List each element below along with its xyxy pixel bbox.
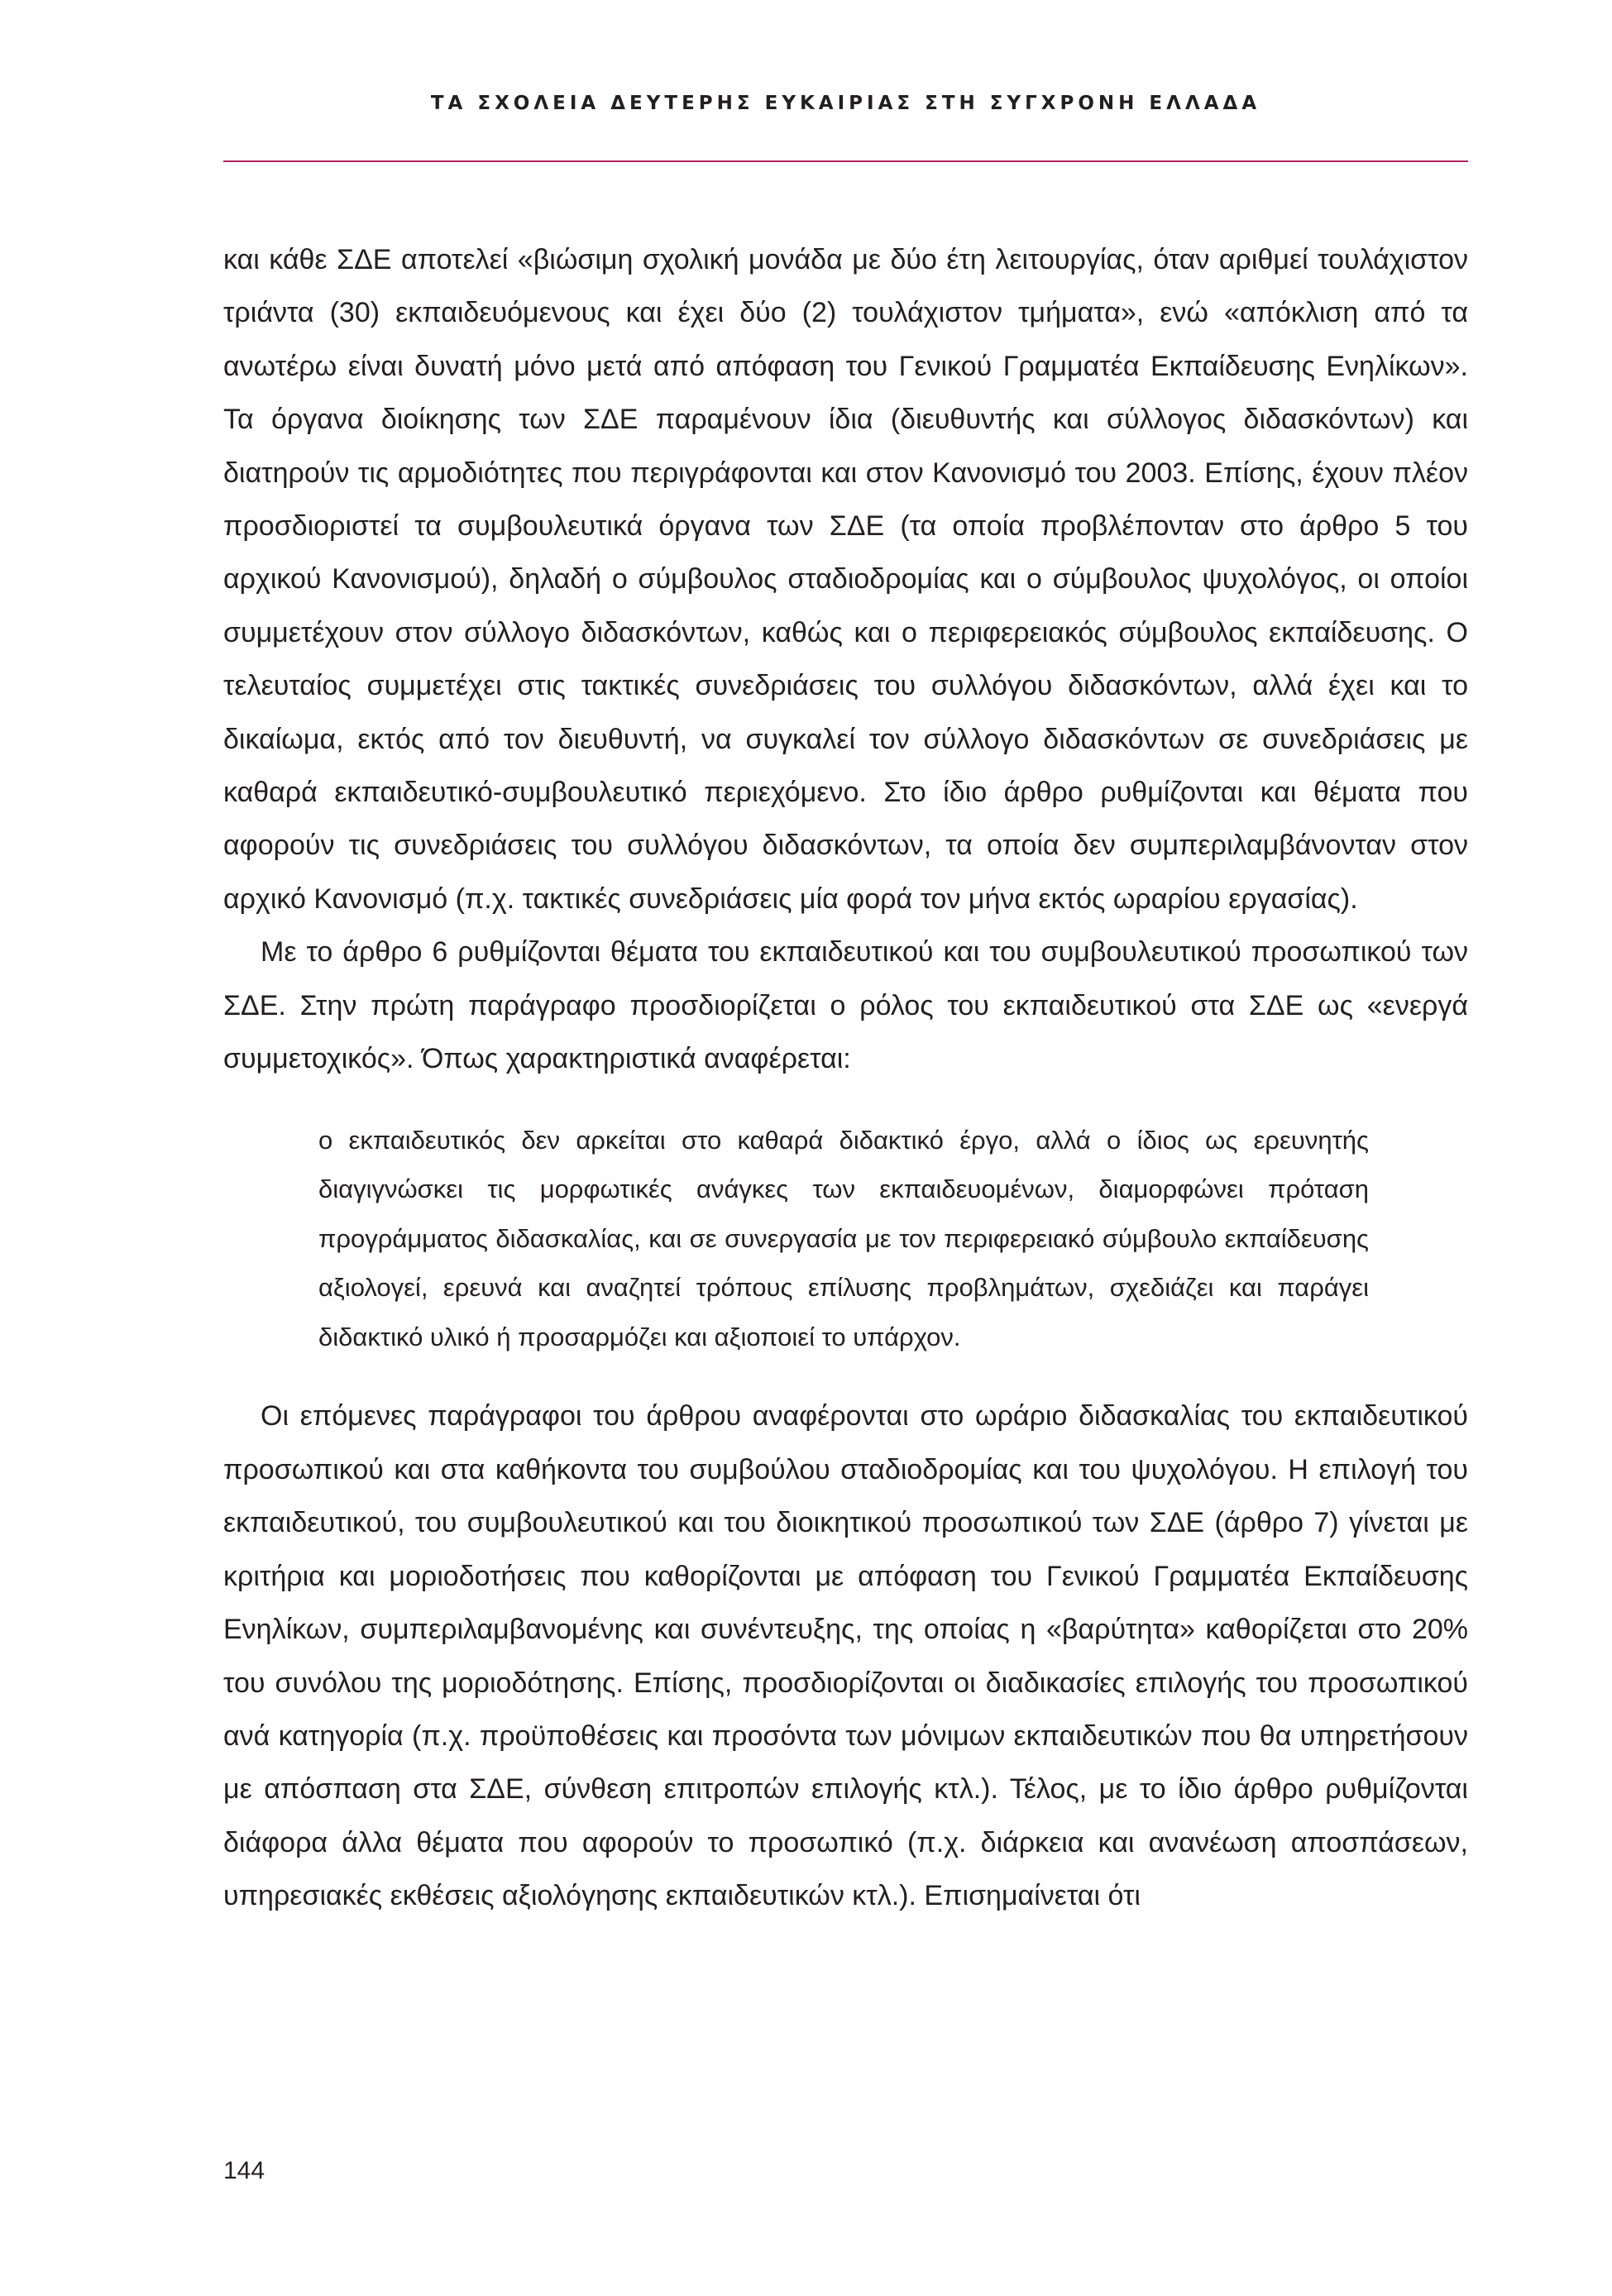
block-quote: ο εκπαιδευτικός δεν αρκείται στο καθαρά διδακτικό έργο, αλλά ο ίδιος ως ερευνητής διαγιγνώσκει τις μορφωτικές ανάγκες των εκπαιδευομένων, διαμορφώνει πρόταση προγράμματος διδασκαλίας, και σε συνεργασία με τον περιφερειακό σύμβουλο εκπαίδευσης αξιολογεί, ερευνά και αναζητεί τρόπους επίλυσης προβλημάτων, σχεδιάζει και παράγει διδακτικό υλικό ή προσαρμόζει και αξιοποιεί το υπάρχον. (318, 1125, 1369, 1351)
header-rule (223, 160, 1468, 162)
paragraph-1: και κάθε ΣΔΕ αποτελεί «βιώσιμη σχολική μονάδα με δύο έτη λειτουργίας, όταν αριθμεί τουλάχιστον τριάντα (30) εκπαιδευόμενους και έχει δύο (2) τουλάχιστον τμήματα», ενώ «απόκλιση από τα ανωτέρω είναι δυνατή μόνο μετά από απόφαση του Γενικού Γραμματέα Εκπαίδευσης Ενηλίκων». Τα όργανα διοίκησης των ΣΔΕ παραμένουν ίδια (διευθυντής και σύλλογος διδασκόντων) και διατηρούν τις αρμοδιότητες που περιγράφονται και στον Κανονισμό του 2003. Επίσης, έχουν πλέον προσδιοριστεί τα συμβουλευτικά όργανα των ΣΔΕ (τα οποία προβλέπονταν στο άρθρο 5 του αρχικού Κανονισμού), δηλαδή ο σύμβουλος σταδιοδρομίας και ο σύμβουλος ψυχολόγος, οι οποίοι συμμετέχουν στον σύλλογο διδασκόντων, καθώς και ο περιφερειακός σύμβουλος εκπαίδευσης. Ο τελευταίος συμμετέχει στις τακτικές συνεδριάσεις του συλλόγου διδασκόντων, αλλά έχει και το δικαίωμα, εκτός από τον διευθυντή, να συγκαλεί τον σύλλογο διδασκόντων σε συνεδριάσεις με καθαρά εκπαιδευτικό-συμβουλευτικό περιεχόμενο. Στο ίδιο άρθρο ρυθμίζονται και θέματα που αφορούν τις συνεδριάσεις του συλλόγου διδασκόντων, τα οποία δεν συμπεριλαμβάνονταν στον αρχικό Κανονισμό (π.χ. τακτικές συνεδριάσεις μία φορά τον μήνα εκτός ωραρίου εργασίας). (223, 244, 1468, 915)
page-number: 144 (223, 2157, 265, 2184)
paragraph-3: Οι επόμενες παράγραφοι του άρθρου αναφέρονται στο ωράριο διδασκαλίας του εκπαιδευτικού προσωπικού και στα καθήκοντα του συμβούλου σταδιοδρομίας και του ψυχολόγου. Η επιλογή του εκπαιδευτικού, του συμβουλευτικού και του διοικητικού προσωπικού των ΣΔΕ (άρθρο 7) γίνεται με κριτήρια και μοριοδοτήσεις που καθορίζονται με απόφαση του Γενικού Γραμματέα Εκπαίδευσης Ενηλίκων, συμπεριλαμβανομένης και συνέντευξης, της οποίας η «βαρύτητα» καθορίζεται στο 20% του συνόλου της μοριοδότησης. Επίσης, προσδιορίζονται οι διαδικασίες επιλογής του προσωπικού ανά κατηγορία (π.χ. προϋποθέσεις και προσόντα των μόνιμων εκπαιδευτικών που θα υπηρετήσουν με απόσπαση στα ΣΔΕ, σύνθεση επιτροπών επιλογής κτλ.). Τέλος, με το ίδιο άρθρο ρυθμίζονται διάφορα άλλα θέματα που αφορούν το προσωπικό (π.χ. διάρκεια και ανανέωση αποσπάσεων, υπηρεσιακές εκθέσεις αξιολόγησης εκπαιδευτικών κτλ.). Επισημαίνεται ότι (223, 1400, 1468, 1912)
paragraph-2: Με το άρθρο 6 ρυθμίζονται θέματα του εκπαιδευτικού και του συμβουλευτικού προσωπικού των ΣΔΕ. Στην πρώτη παράγραφο προσδιορίζεται ο ρόλος του εκπαιδευτικού στα ΣΔΕ ως «ενεργά συμμετοχικός». Όπως χαρακτηριστικά αναφέρεται: (223, 936, 1468, 1075)
body-text (223, 233, 1468, 1923)
running-header: ΤΑ ΣΧΟΛΕΙΑ ΔΕΥΤΕΡΗΣ ΕΥΚΑΙΡΙΑΣ ΣΤΗ ΣΥΓΧΡΟΝΗ ΕΛΛΑΔΑ (430, 93, 1261, 114)
